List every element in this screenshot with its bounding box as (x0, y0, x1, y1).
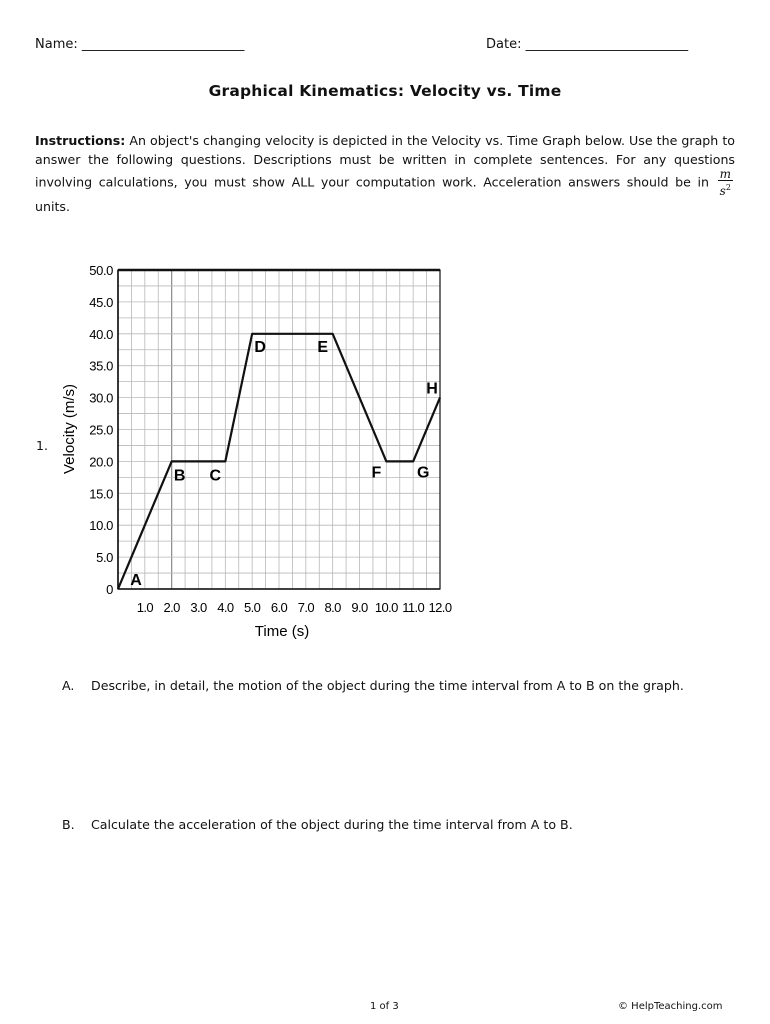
x-tick-label: 10.0 (374, 600, 398, 615)
x-tick-label: 4.0 (217, 600, 234, 615)
question-a-letter: A. (62, 678, 75, 693)
instructions-paragraph (35, 131, 735, 216)
name-field-label: Name: _________________________ (35, 37, 245, 52)
copyright-credit: © HelpTeaching.com (618, 1001, 723, 1012)
point-label-b: B (173, 467, 186, 485)
x-tick-label: 9.0 (351, 600, 368, 615)
x-tick-label: 3.0 (190, 600, 207, 615)
point-label-g: G (416, 464, 430, 482)
point-label-c: C (209, 467, 222, 485)
question-b-text: Calculate the acceleration of the object during the time interval from A to B. (91, 817, 573, 832)
y-tick-label: 50.0 (89, 263, 113, 278)
chart-grid (118, 270, 440, 589)
x-tick-label: 11.0 (402, 600, 425, 615)
y-tick-label: 15.0 (89, 486, 113, 502)
point-label-a: A (130, 572, 142, 589)
instructions-text: An object's changing velocity is depicted in the Velocity vs. Time Graph below. Use the graph to answer the following questions. Descriptions must be written in complete sentences. For any questions involving calculations, you must show ALL your computation work. Acceleration answers should be in (35, 133, 735, 190)
y-tick-label: 25.0 (89, 422, 113, 438)
chart-point-labels (130, 339, 438, 589)
y-tick-label: 30.0 (89, 390, 113, 406)
instructions-label: Instructions: (35, 133, 126, 148)
question-b-letter: B. (62, 817, 75, 832)
unit-numerator: m (719, 167, 731, 181)
acceleration-unit-fraction (718, 169, 733, 197)
point-label-h: H (426, 380, 438, 398)
page-title: Graphical Kinematics: Velocity vs. Time (208, 82, 562, 100)
point-label-f: F (371, 464, 382, 482)
y-tick-label: 10.0 (89, 518, 113, 534)
y-tick-label: 5.0 (96, 550, 113, 566)
x-tick-label: 6.0 (270, 600, 288, 615)
y-tick-label: 0 (106, 582, 113, 597)
x-tick-label: 1.0 (136, 600, 153, 615)
y-tick-label: 40.0 (89, 326, 113, 342)
question-number: 1. (36, 438, 48, 453)
x-tick-label: 5.0 (244, 600, 261, 615)
y-axis-label: Velocity (m/s) (61, 383, 78, 475)
x-tick-label: 12.0 (428, 600, 452, 615)
chart-tick-labels (89, 263, 452, 615)
page-number: 1 of 3 (370, 1001, 399, 1012)
y-tick-label: 45.0 (89, 294, 113, 310)
point-label-d: D (254, 338, 266, 356)
instructions-text-end: units. (35, 199, 70, 214)
x-tick-label: 2.0 (163, 600, 180, 615)
x-axis-label: Time (s) (254, 623, 310, 640)
velocity-time-chart (55, 258, 475, 648)
unit-denominator: $s^2$ (718, 180, 733, 197)
question-a-text: Describe, in detail, the motion of the object during the time interval from A to B on the graph. (91, 678, 684, 693)
y-tick-label: 20.0 (89, 454, 113, 470)
date-field-label: Date: _________________________ (486, 37, 689, 52)
y-tick-label: 35.0 (89, 358, 113, 374)
x-tick-label: 7.0 (297, 600, 314, 615)
x-tick-label: 8.0 (324, 600, 341, 615)
point-label-e: E (317, 338, 329, 356)
